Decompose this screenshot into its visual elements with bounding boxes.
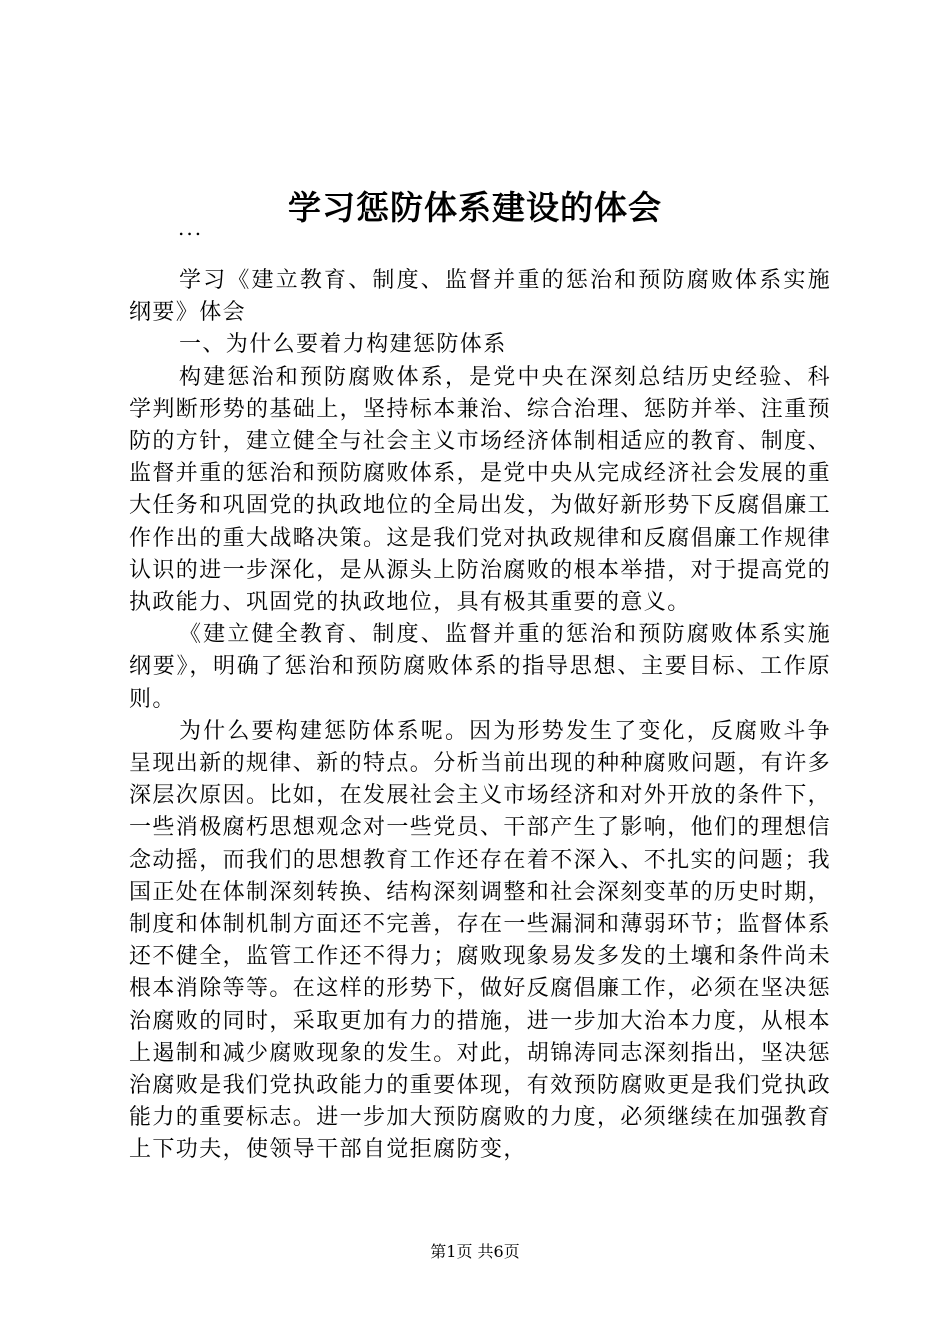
paragraph: 为什么要构建惩防体系呢。因为形势发生了变化，反腐败斗争呈现出新的规律、新的特点。分析当前出现的种种腐败问题，有许多深层次原因。比如，在发展社会主义市场经济和对外开放的条件下，一些消极腐朽思想观念对一些党员、干部产生了影响，他们的理想信念动摇，而我们的思想教育工作还存在着不深入、不扎实的问题；我国正处在体制深刻转换、结构深刻调整和社会深刻变革的历史时期，制度和体制机制方面还不完善，存在一些漏洞和薄弱环节；监督体系还不健全，监管工作还不得力；腐败现象易发多发的土壤和条件尚未根本消除等等。在这样的形势下，做好反腐倡廉工作，必须在坚决惩治腐败的同时，采取更加有力的措施，进一步加大治本力度，从根本上遏制和减少腐败现象的发生。对此，胡锦涛同志深刻指出，坚决惩治腐败是我们党执政能力的重要体现，有效预防腐败更是我们党执政能力的重要标志。进一步加大预防腐败的力度，必须继续在加强教育上下功夫，使领导干部自觉拒腐防变，	[129, 718, 832, 1163]
section-heading-1: 一、为什么要着力构建惩防体系	[179, 332, 507, 358]
paragraph: 构建惩治和预防腐败体系，是党中央在深刻总结历史经验、科学判断形势的基础上，坚持标本兼治、综合治理、惩防并举、注重预防的方针，建立健全与社会主义市场经济体制相适应的教育、制度、监督并重的惩治和预防腐败体系，是党中央从完成经济社会发展的重大任务和巩固党的执政地位的全局出发，为做好新形势下反腐倡廉工作作出的重大战略决策。这是我们党对执政规律和反腐倡廉工作规律认识的进一步深化，是从源头上防治腐败的根本举措，对于提高党的执政能力、巩固党的执政地位，具有极其重要的意义。	[129, 364, 832, 616]
page-footer: 第1页 共6页	[430, 1242, 520, 1261]
ellipsis-marker: ...	[178, 216, 204, 240]
document-title: 学习惩防体系建设的体会	[288, 188, 662, 227]
paragraph-heading-study: 学习《建立教育、制度、监督并重的惩治和预防腐败体系实施纲要》体会	[129, 268, 831, 326]
paragraph: 《建立健全教育、制度、监督并重的惩治和预防腐败体系实施纲要》，明确了惩治和预防腐败体系的指导思想、主要目标、工作原则。	[129, 622, 831, 712]
document-body	[129, 265, 831, 1167]
